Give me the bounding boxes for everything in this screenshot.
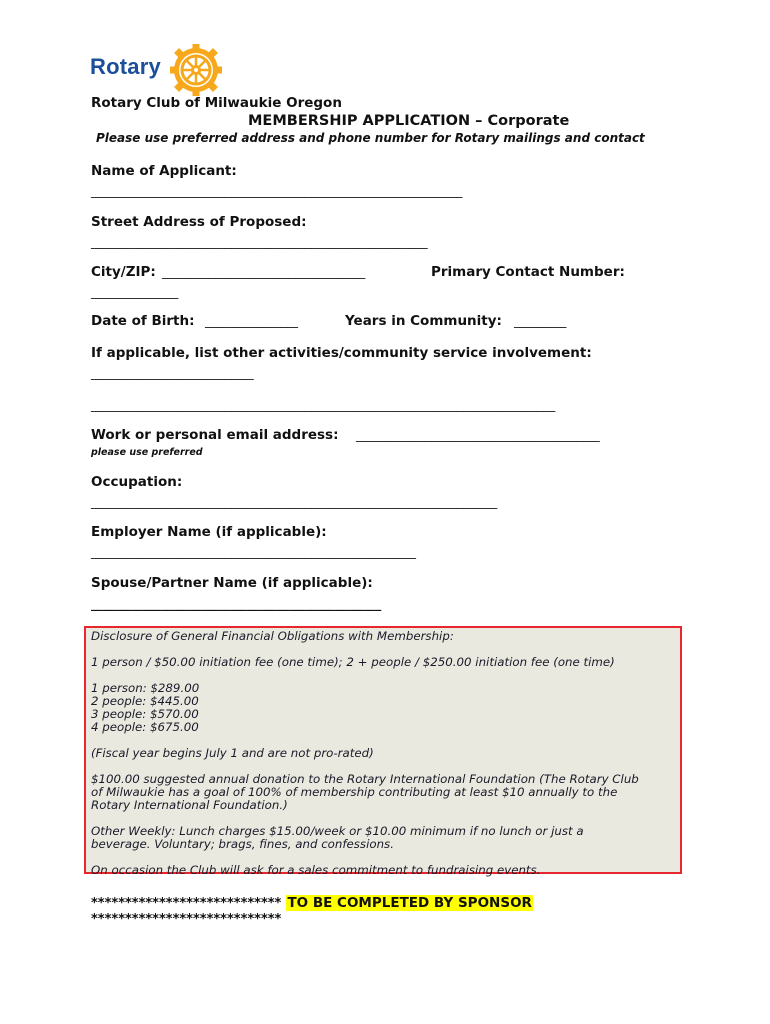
dues-3-people: 3 people: $570.00 (91, 707, 199, 721)
weekly-text-2: beverage. Voluntary; brags, fines, and confessions. (91, 837, 394, 851)
phone-label: Primary Contact Number: (431, 264, 625, 280)
employer-label: Employer Name (if applicable): (91, 524, 327, 540)
rotary-wheel-icon (170, 44, 222, 96)
occupation-label: Occupation: (91, 474, 183, 490)
street-field[interactable]: __________________________________________________________ (91, 235, 428, 249)
occupation-field[interactable]: ______________________________________________________________________ (91, 495, 498, 509)
weekly-text-1: Other Weekly: Lunch charges $15.00/week or $10.00 minimum if no lunch or just a (91, 824, 584, 838)
disclosure-box (84, 626, 682, 877)
email-field[interactable]: __________________________________________ (356, 428, 600, 442)
cityzip-field[interactable]: ___________________________________ (162, 265, 366, 279)
name-label: Name of Applicant: (91, 163, 237, 179)
sponsor-stars-right: **************************** (91, 912, 282, 927)
sales-commitment-text: On occasion the Club will ask for a sales commitment to fundraising events. (91, 863, 541, 877)
sponsor-label: TO BE COMPLETED BY SPONSOR (287, 895, 532, 911)
dues-1-person: 1 person: $289.00 (91, 681, 200, 695)
fiscal-note: (Fiscal year begins July 1 and are not pro-rated) (91, 746, 374, 760)
email-label: Work or personal email address: (91, 427, 339, 443)
page-subtitle: Please use preferred address and phone number for Rotary mailings and contact (96, 131, 645, 145)
dob-field[interactable]: ________________ (205, 314, 298, 328)
donation-text-1: $100.00 suggested annual donation to the Rotary International Foundation (The Rotary Club (91, 772, 639, 786)
dob-label: Date of Birth: (91, 313, 195, 329)
spouse-label: Spouse/Partner Name (if applicable): (91, 575, 373, 591)
dues-4-people: 4 people: $675.00 (91, 720, 199, 734)
activities-label: If applicable, list other activities/community service involvement: (91, 345, 592, 361)
donation-text-3: Rotary International Foundation.) (91, 798, 288, 812)
activities-field-2[interactable]: ________________________________________________________________________________ (91, 398, 556, 412)
initiation-fee-text: 1 person / $50.00 initiation fee (one time); 2 + people / $250.00 initiation fee (one time) (91, 655, 615, 669)
email-note: please use preferred (91, 447, 203, 458)
logo-text: Rotary (90, 54, 161, 79)
cityzip-label: City/ZIP: (91, 264, 156, 280)
sponsor-section (91, 892, 533, 911)
sponsor-stars-left: **************************** (91, 896, 282, 911)
years-label: Years in Community: (345, 313, 502, 329)
dues-2-people: 2 people: $445.00 (91, 694, 199, 708)
street-label: Street Address of Proposed: (91, 214, 307, 230)
rotary-logo (90, 44, 220, 96)
donation-text-2: of Milwaukie has a goal of 100% of membership contributing at least $10 annually to the (91, 785, 618, 799)
club-name: Rotary Club of Milwaukie Oregon (91, 95, 342, 111)
employer-field[interactable]: ________________________________________________________ (91, 545, 416, 559)
years-field[interactable]: _________ (514, 314, 567, 328)
activities-field-1[interactable]: ____________________________ (91, 366, 254, 380)
name-field[interactable]: ________________________________________________________________ (91, 184, 463, 198)
phone-field[interactable]: _______________ (91, 285, 179, 299)
disclosure-heading: Disclosure of General Financial Obligations with Membership: (91, 629, 454, 643)
page-title: MEMBERSHIP APPLICATION – Corporate (248, 113, 570, 129)
spouse-field[interactable]: __________________________________________________ (91, 597, 382, 611)
